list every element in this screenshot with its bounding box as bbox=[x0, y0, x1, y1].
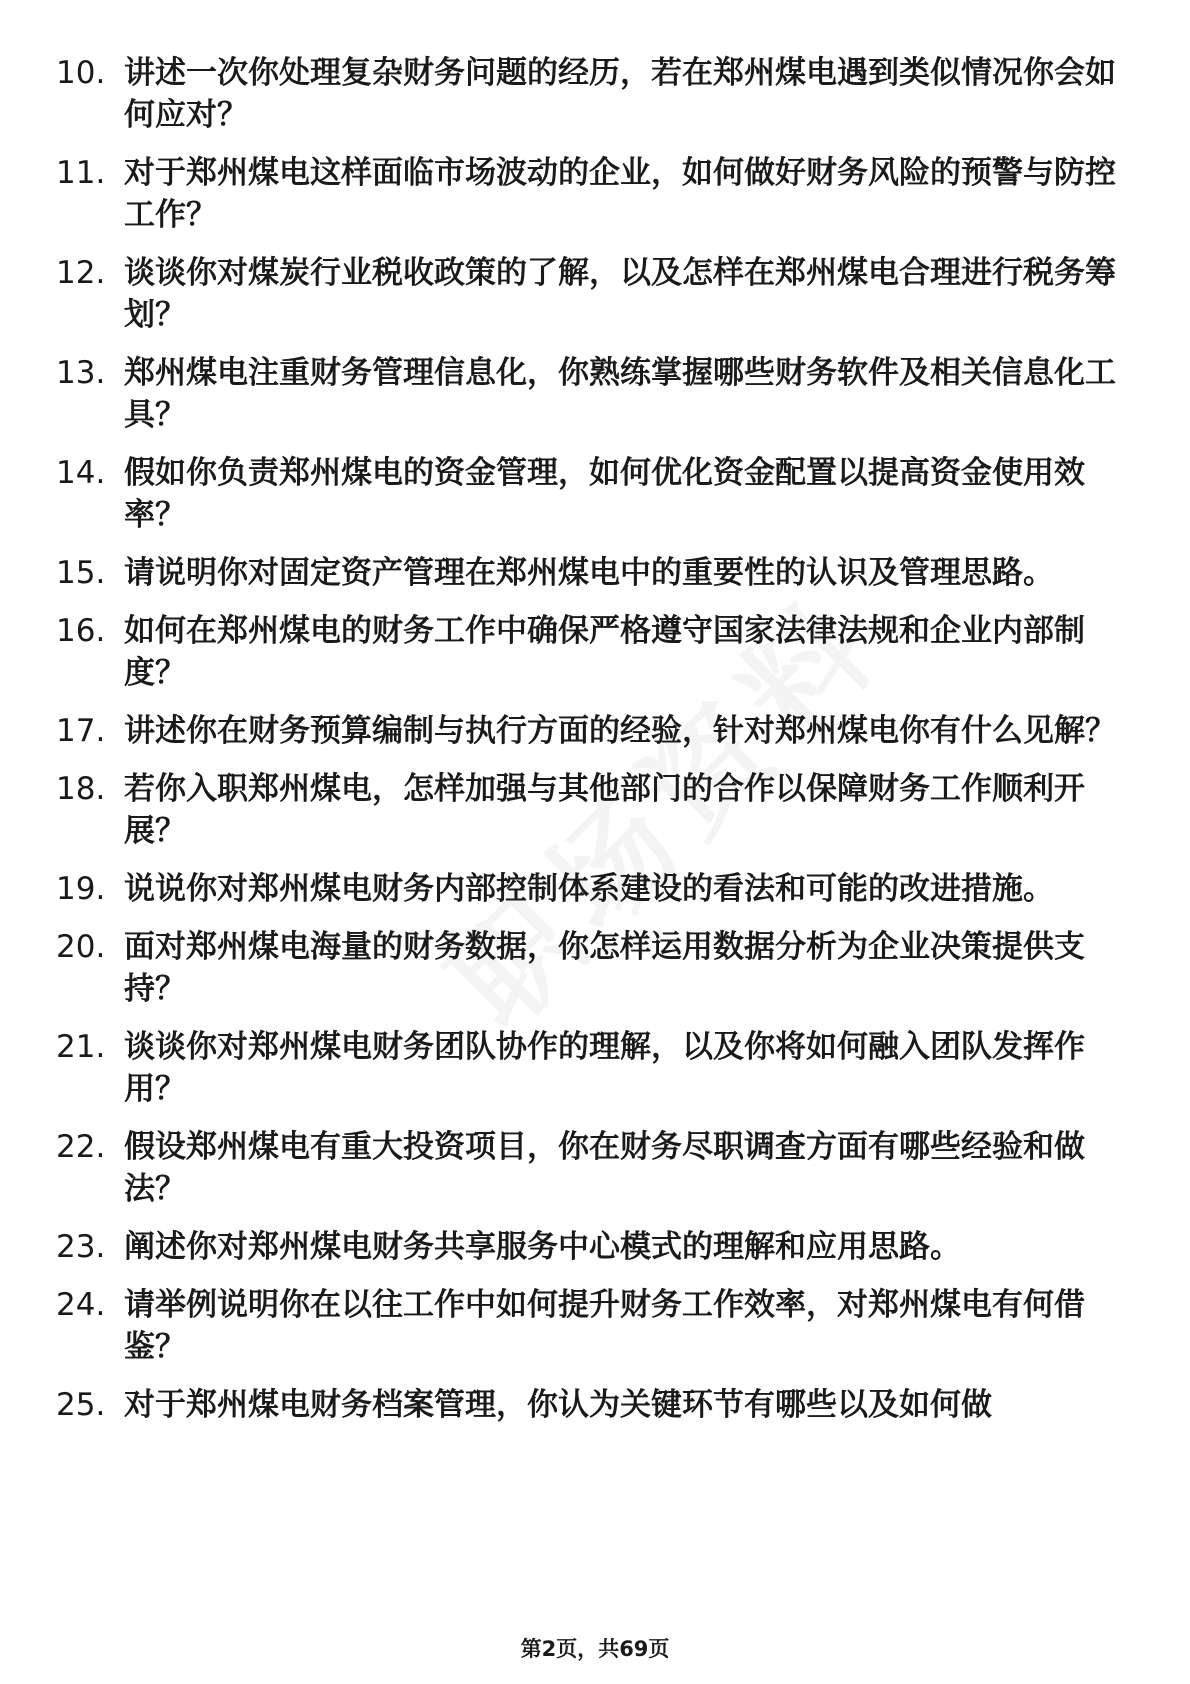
question-number: 12. bbox=[56, 255, 106, 291]
question-number: 11. bbox=[56, 155, 106, 191]
question-text: 讲述一次你处理复杂财务问题的经历，若在郑州煤电遇到类似情况你会如何应对？ bbox=[124, 55, 1116, 133]
question-list bbox=[56, 52, 1116, 1442]
question-text: 假如你负责郑州煤电的资金管理，如何优化资金配置以提高资金使用效率？ bbox=[124, 455, 1085, 533]
question-number: 25. bbox=[56, 1387, 106, 1423]
list-item bbox=[56, 768, 1116, 852]
question-number: 21. bbox=[56, 1029, 106, 1065]
question-text: 请说明你对固定资产管理在郑州煤电中的重要性的认识及管理思路。 bbox=[124, 555, 1054, 591]
question-text: 郑州煤电注重财务管理信息化，你熟练掌握哪些财务软件及相关信息化工具？ bbox=[124, 355, 1116, 433]
question-number: 20. bbox=[56, 929, 106, 965]
list-item bbox=[56, 868, 1116, 910]
question-number: 22. bbox=[56, 1129, 106, 1165]
list-item bbox=[56, 152, 1116, 236]
question-number: 10. bbox=[56, 55, 106, 91]
question-number: 17. bbox=[56, 713, 106, 749]
question-number: 18. bbox=[56, 771, 106, 807]
list-item bbox=[56, 52, 1116, 136]
list-item bbox=[56, 610, 1116, 694]
question-number: 13. bbox=[56, 355, 106, 391]
page-number: 第2页，共69页 bbox=[520, 1637, 670, 1661]
question-text: 对于郑州煤电财务档案管理，你认为关键环节有哪些以及如何做 bbox=[124, 1387, 992, 1423]
question-text: 讲述你在财务预算编制与执行方面的经验，针对郑州煤电你有什么见解？ bbox=[124, 713, 1116, 749]
question-text: 若你入职郑州煤电，怎样加强与其他部门的合作以保障财务工作顺利开展？ bbox=[124, 771, 1085, 849]
question-text: 面对郑州煤电海量的财务数据，你怎样运用数据分析为企业决策提供支持？ bbox=[124, 929, 1085, 1007]
question-text: 说说你对郑州煤电财务内部控制体系建设的看法和可能的改进措施。 bbox=[124, 871, 1054, 907]
question-number: 23. bbox=[56, 1229, 106, 1265]
list-item bbox=[56, 1026, 1116, 1110]
list-item bbox=[56, 452, 1116, 536]
question-number: 14. bbox=[56, 455, 106, 491]
question-text: 对于郑州煤电这样面临市场波动的企业，如何做好财务风险的预警与防控工作？ bbox=[124, 155, 1116, 233]
list-item bbox=[56, 710, 1116, 752]
question-text: 请举例说明你在以往工作中如何提升财务工作效率，对郑州煤电有何借鉴？ bbox=[124, 1287, 1085, 1365]
question-number: 16. bbox=[56, 613, 106, 649]
question-text: 谈谈你对煤炭行业税收政策的了解，以及怎样在郑州煤电合理进行税务筹划？ bbox=[124, 255, 1116, 333]
question-text: 阐述你对郑州煤电财务共享服务中心模式的理解和应用思路。 bbox=[124, 1229, 961, 1265]
list-item bbox=[56, 1226, 1116, 1268]
question-text: 假设郑州煤电有重大投资项目，你在财务尽职调查方面有哪些经验和做法？ bbox=[124, 1129, 1085, 1207]
list-item bbox=[56, 552, 1116, 594]
question-text: 如何在郑州煤电的财务工作中确保严格遵守国家法律法规和企业内部制度？ bbox=[124, 613, 1085, 691]
list-item bbox=[56, 1384, 1116, 1426]
question-text: 谈谈你对郑州煤电财务团队协作的理解，以及你将如何融入团队发挥作用？ bbox=[124, 1029, 1085, 1107]
list-item bbox=[56, 1126, 1116, 1210]
question-number: 24. bbox=[56, 1287, 106, 1323]
list-item bbox=[56, 252, 1116, 336]
question-number: 19. bbox=[56, 871, 106, 907]
list-item bbox=[56, 926, 1116, 1010]
question-number: 15. bbox=[56, 555, 106, 591]
list-item bbox=[56, 352, 1116, 436]
list-item bbox=[56, 1284, 1116, 1368]
